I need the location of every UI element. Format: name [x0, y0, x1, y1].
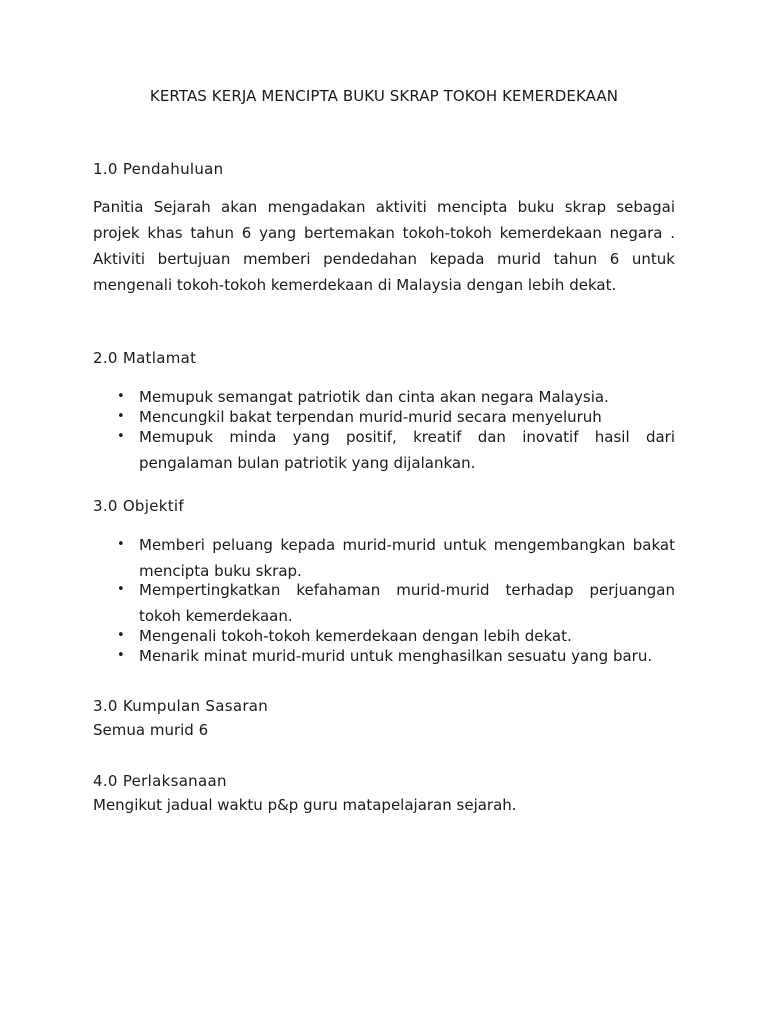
section-body: Mengikut jadual waktu p&p guru matapelajaran sejarah.: [93, 796, 517, 814]
list-item: [93, 424, 675, 476]
bullet-icon: •: [117, 409, 125, 424]
section-heading: 4.0 Perlaksanaan: [93, 772, 227, 790]
section-heading: 3.0 Objektif: [93, 497, 184, 515]
section-objektif: [93, 497, 675, 666]
section-heading: 1.0 Pendahuluan: [93, 160, 224, 178]
bullet-icon: •: [117, 628, 125, 643]
list-item-text: Mempertingkatkan kefahaman murid-murid terhadap perjuangan tokoh kemerdekaan.: [139, 581, 675, 625]
bullet-icon: •: [117, 537, 125, 552]
section-perlaksanaan: [93, 772, 675, 815]
bullet-icon: •: [117, 429, 125, 444]
bullet-icon: •: [117, 582, 125, 597]
section-heading: 3.0 Kumpulan Sasaran: [93, 697, 269, 715]
section-body: Panitia Sejarah akan mengadakan aktiviti mencipta buku skrap sebagai projek khas tahun 6 yang bertemakan tokoh-tokoh kemerdekaan negara . Aktiviti bertujuan memberi pendedahan kepada murid tahun 6 untuk mengenali tokoh-tokoh kemerdekaan di Malaysia dengan lebih dekat.: [93, 198, 675, 294]
document-title: KERTAS KERJA MENCIPTA BUKU SKRAP TOKOH KEMERDEKAAN: [149, 87, 619, 105]
section-pendahuluan: [93, 160, 675, 298]
section-heading: 2.0 Matlamat: [93, 349, 197, 367]
section-kumpulan-sasaran: [93, 697, 675, 740]
bullet-icon: •: [117, 648, 125, 663]
bullet-list: [93, 387, 675, 476]
list-item-text: Menarik minat murid-murid untuk menghasilkan sesuatu yang baru.: [139, 647, 653, 665]
list-item: [93, 387, 675, 407]
list-item-text: Memberi peluang kepada murid-murid untuk mengembangkan bakat mencipta buku skrap.: [139, 536, 675, 580]
bullet-list: [93, 532, 675, 666]
section-matlamat: [93, 349, 675, 476]
section-body: Semua murid 6: [93, 721, 209, 739]
list-item-text: Mencungkil bakat terpendan murid-murid secara menyeluruh: [139, 408, 602, 426]
list-item: [93, 577, 675, 629]
list-item: [93, 626, 675, 646]
list-item: [93, 646, 675, 666]
bullet-icon: •: [117, 389, 125, 404]
list-item-text: Memupuk semangat patriotik dan cinta akan negara Malaysia.: [139, 388, 609, 406]
list-item-text: Memupuk minda yang positif, kreatif dan inovatif hasil dari pengalaman bulan patriotik yang dijalankan.: [139, 428, 675, 472]
list-item-text: Mengenali tokoh-tokoh kemerdekaan dengan lebih dekat.: [139, 627, 572, 645]
